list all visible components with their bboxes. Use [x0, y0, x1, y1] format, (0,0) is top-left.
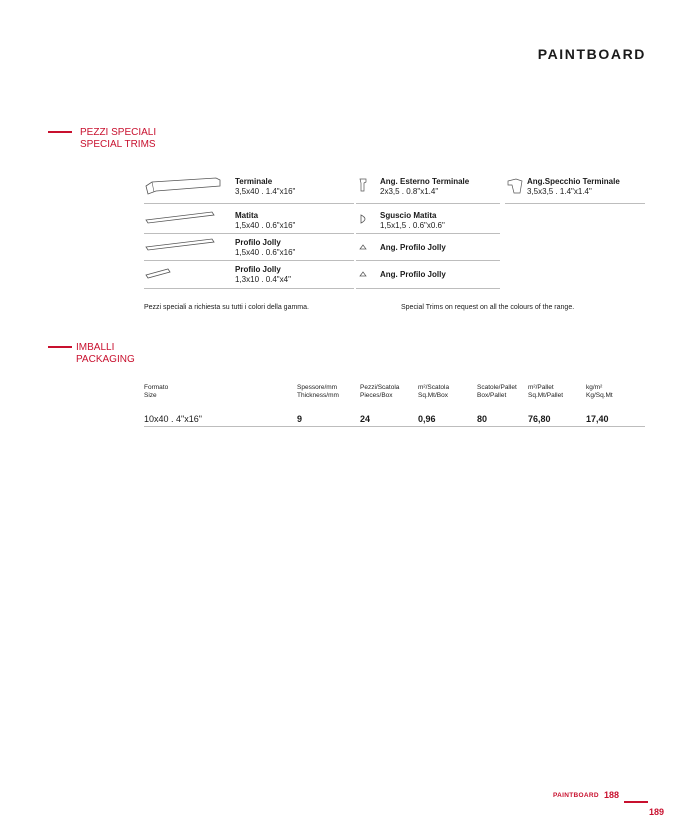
profilo-jolly-long-icon [144, 237, 216, 251]
trim-terminale [235, 177, 295, 197]
header-it: Scatole/Pallet [477, 384, 517, 391]
trim-name: Matita [235, 211, 259, 220]
trim-profilo-jolly-1 [235, 238, 295, 258]
trim-ang-specchio-terminale [527, 177, 620, 197]
special-trims-title: PEZZI SPECIALI [80, 127, 157, 138]
trim-name: Terminale [235, 177, 273, 186]
header-it: Pezzi/Scatola [360, 384, 400, 391]
section-marker-line [48, 346, 72, 348]
header-en: Kg/Sq.Mt [586, 392, 613, 399]
profilo-jolly-short-icon [144, 267, 174, 281]
header-pieces-box [360, 384, 399, 400]
trim-size: 1,5x40 . 0.6"x16" [235, 248, 296, 257]
header-it: Formato [144, 384, 169, 391]
trim-size: 3,5x3,5 . 1.4"x1.4" [527, 187, 592, 196]
header-sqmt-box [418, 384, 449, 400]
trim-name: Ang.Specchio Terminale [527, 177, 620, 186]
cell-thickness: 9 [297, 414, 303, 424]
trims-note-italian: Pezzi speciali a richiesta su tutti i colori della gamma. [144, 304, 309, 311]
special-trims-heading [80, 127, 156, 151]
header-size [144, 384, 168, 400]
footer-brand: PAINTBOARD [553, 792, 599, 799]
divider [144, 203, 354, 204]
cell-pieces-box: 24 [360, 414, 371, 424]
trim-name: Sguscio Matita [380, 211, 437, 220]
header-en: Sq.Mt/Box [418, 392, 448, 399]
ang-profilo-jolly-icon [359, 270, 367, 278]
table-row-divider [144, 426, 645, 427]
cell-sqmt-box: 0,96 [418, 414, 436, 424]
ang-esterno-terminale-icon [358, 177, 368, 193]
header-it: Spessore/mm [297, 384, 338, 391]
header-en: Pieces/Box [360, 392, 393, 399]
divider [356, 288, 500, 289]
trim-ang-esterno-terminale [380, 177, 469, 197]
trim-matita [235, 211, 295, 231]
special-trims-subtitle: SPECIAL TRIMS [80, 139, 156, 150]
header-thickness [297, 384, 339, 400]
trim-name: Ang. Profilo Jolly [380, 243, 446, 252]
trim-size: 3,5x40 . 1.4"x16" [235, 187, 296, 196]
page-brand-title: PAINTBOARD [537, 46, 646, 62]
divider [356, 233, 500, 234]
trim-name: Profilo Jolly [235, 238, 281, 247]
divider [144, 233, 354, 234]
divider [356, 203, 500, 204]
trim-size: 1,5x40 . 0.6"x16" [235, 221, 296, 230]
divider [356, 260, 500, 261]
ang-specchio-terminale-icon [506, 177, 524, 195]
trim-name: Ang. Profilo Jolly [380, 270, 446, 279]
header-it: kg/m² [586, 384, 603, 391]
cell-box-pallet: 80 [477, 414, 488, 424]
trim-ang-profilo-jolly-1 [380, 243, 446, 253]
packaging-title: IMBALLI [76, 342, 115, 353]
cell-sqmt-pallet: 76,80 [528, 414, 551, 424]
header-en: Size [144, 392, 157, 399]
header-en: Sq.Mt/Pallet [528, 392, 564, 399]
matita-icon [144, 210, 216, 224]
header-en: Thickness/mm [297, 392, 339, 399]
packaging-subtitle: PACKAGING [76, 354, 135, 365]
cell-size: 10x40 . 4"x16" [144, 414, 202, 424]
trim-size: 1,3x10 . 0.4"x4" [235, 275, 291, 284]
divider [144, 260, 354, 261]
cell-kg-sqmt: 17,40 [586, 414, 609, 424]
trim-size: 2x3,5 . 0.8"x1.4" [380, 187, 439, 196]
header-sqmt-pallet [528, 384, 563, 400]
header-kg-sqmt [586, 384, 613, 400]
terminale-icon [144, 176, 224, 198]
footer-line [624, 801, 648, 803]
trim-name: Profilo Jolly [235, 265, 281, 274]
divider [144, 288, 354, 289]
header-box-pallet [477, 384, 517, 400]
trim-sguscio-matita [380, 211, 445, 231]
page-number-right: 189 [649, 807, 665, 817]
header-it: m²/Scatola [418, 384, 450, 391]
trim-ang-profilo-jolly-2 [380, 270, 446, 280]
trim-profilo-jolly-2 [235, 265, 291, 285]
page-number-left: 188 [604, 790, 620, 800]
packaging-heading [76, 342, 135, 366]
divider [505, 203, 645, 204]
ang-profilo-jolly-icon [359, 243, 367, 251]
trim-size: 1,5x1,5 . 0.6"x0.6" [380, 221, 445, 230]
trims-note-english: Special Trims on request on all the colours of the range. [401, 304, 575, 311]
trim-name: Ang. Esterno Terminale [380, 177, 470, 186]
header-en: Box/Pallet [477, 392, 507, 399]
section-marker-line [48, 131, 72, 133]
sguscio-matita-icon [359, 213, 367, 225]
header-it: m²/Pallet [528, 384, 554, 391]
